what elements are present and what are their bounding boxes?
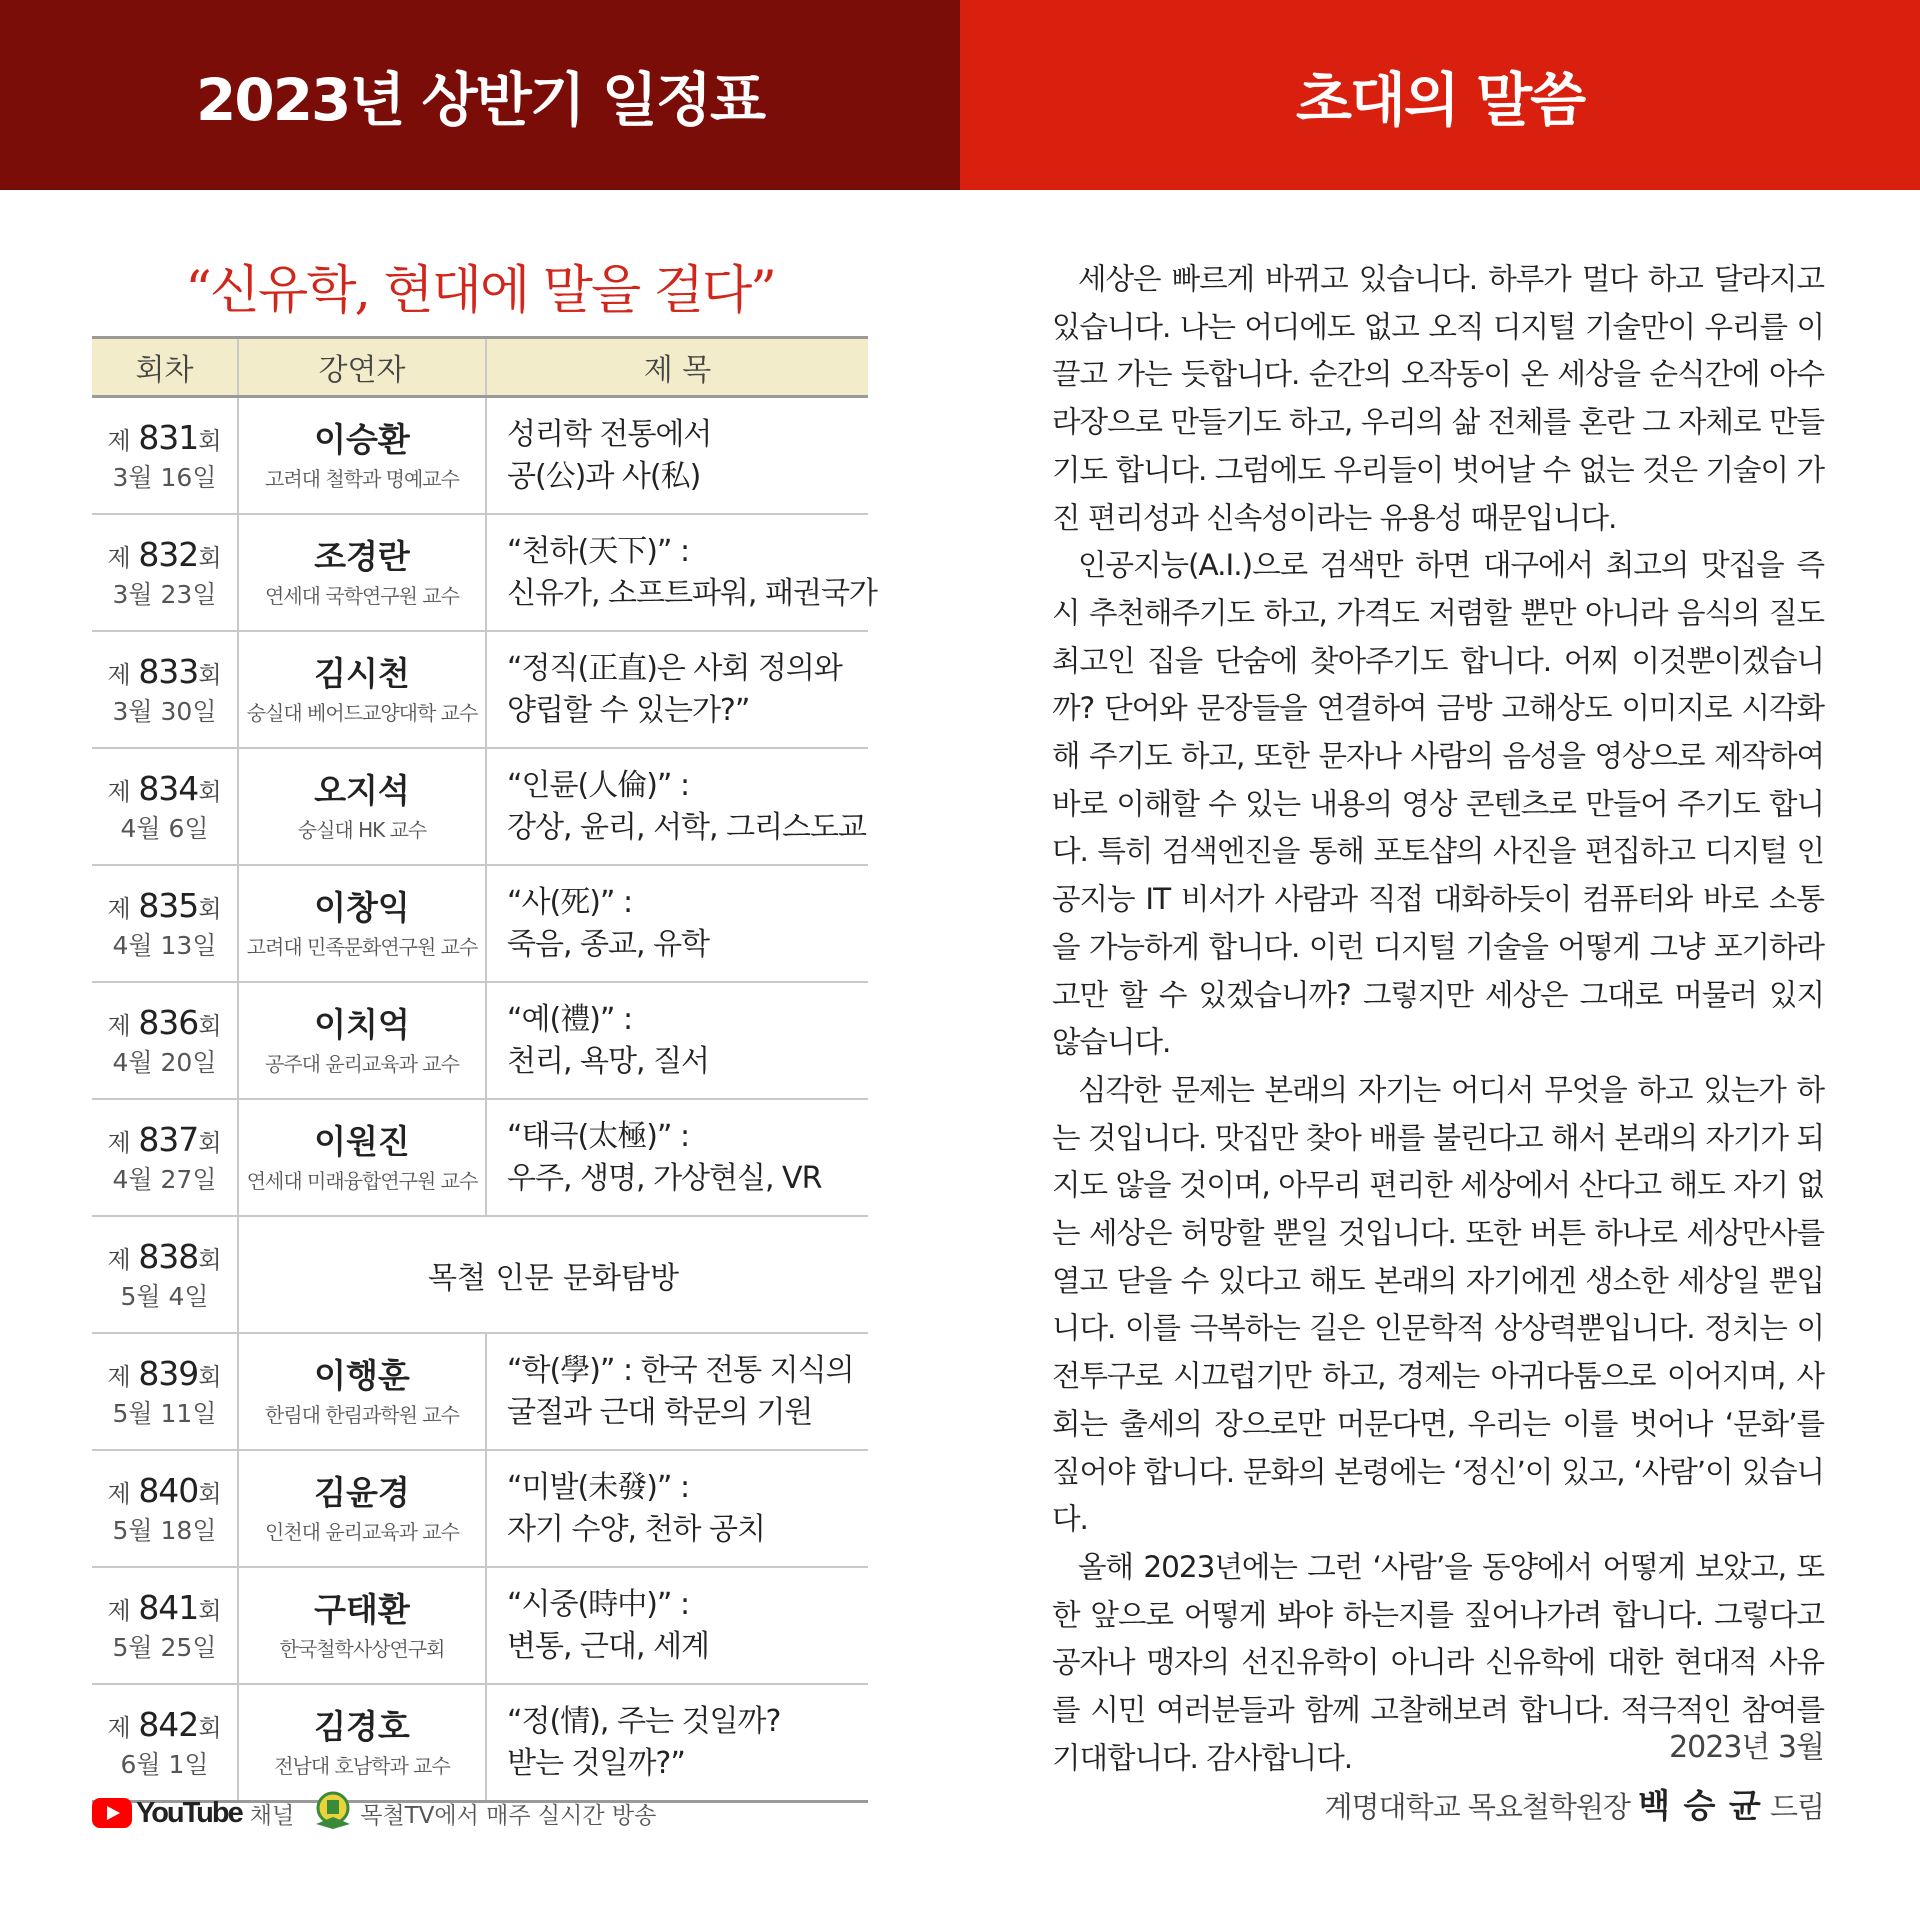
session-prefix: 제 <box>107 1012 131 1041</box>
signer-suffix: 드림 <box>1769 1790 1824 1824</box>
session-number: 831 <box>138 418 199 458</box>
session-number: 836 <box>138 1003 199 1043</box>
lecture-title-cell <box>486 982 868 1099</box>
session-cell <box>92 748 238 865</box>
schedule-row <box>92 397 868 515</box>
speaker-name: 김시천 <box>314 654 410 694</box>
lecture-title-line-1: “사(死)” : <box>507 885 633 921</box>
session-date: 3월 30일 <box>112 696 217 726</box>
lecture-title-cell <box>486 1099 868 1216</box>
field-trip-event: 목철 인문 문화탐방 <box>238 1216 868 1333</box>
session-cell <box>92 1567 238 1684</box>
lecture-title-cell <box>486 397 868 515</box>
lecture-title-line-1: “미발(未發)” : <box>507 1470 690 1506</box>
schedule-row <box>92 1450 868 1567</box>
session-prefix: 제 <box>107 1480 131 1509</box>
speaker-cell <box>238 1684 486 1802</box>
lecture-title-line-1: “예(禮)” : <box>507 1002 633 1038</box>
lecture-title-line-2: 양립할 수 있는가?” <box>507 692 750 728</box>
session-prefix: 제 <box>107 427 131 456</box>
schedule-table <box>92 336 877 1803</box>
session-suffix: 회 <box>198 544 222 573</box>
schedule-row <box>92 514 868 631</box>
speaker-cell <box>238 1450 486 1567</box>
speaker-affiliation: 한림대 한림과학원 교수 <box>265 1402 459 1427</box>
lecture-title-cell <box>486 631 868 748</box>
letter-paragraph: 인공지능(A.I.)으로 검색만 하면 대구에서 최고의 맛집을 즉시 추천해주기도 하고, 가격도 저렴할 뿐만 아니라 음식의 질도 최고인 집을 단숨에 찾아주기도 합니다. 어찌 이것뿐이겠습니까? 단어와 문장들을 연결하여 금방 고해상도 이미지로 시각화해 주기도 하고, 또한 문자나 사람의 음성을 영상으로 제작하여 바로 이해할 수 있는 내용의 영상 콘텐츠로 만들어 주기도 합니다. 특히 검색엔진을 통해 포토샵의 사진을 편집하고 디지털 인공지능 IT 비서가 사람과 직접 대화하듯이 컴퓨터와 바로 소통을 가능하게 합니다. 이런 디지털 기술을 어떻게 그냥 포기하라고만 할 수 있겠습니까? 그렇지만 세상은 그대로 머물러 있지 않습니다. <box>1052 548 1824 1060</box>
session-number: 832 <box>138 535 199 575</box>
lecture-title-cell <box>486 1684 868 1802</box>
session-date: 4월 13일 <box>112 930 217 960</box>
lecture-title-cell <box>486 1333 868 1450</box>
session-suffix: 회 <box>198 1714 222 1743</box>
invitation-header-title: 초대의 말씀 <box>1295 66 1585 134</box>
session-cell <box>92 1450 238 1567</box>
speaker-name: 이행훈 <box>314 1356 410 1396</box>
session-suffix: 회 <box>198 895 222 924</box>
session-date: 3월 16일 <box>112 462 217 492</box>
lecture-title-line-2: 자기 수양, 천하 공치 <box>507 1511 765 1547</box>
lecture-title-line-2: 죽음, 종교, 유학 <box>507 926 710 962</box>
lecture-title-line-2: 천리, 욕망, 질서 <box>507 1043 710 1079</box>
speaker-affiliation: 공주대 윤리교육과 교수 <box>265 1051 459 1076</box>
schedule-row <box>92 1684 868 1802</box>
speaker-cell <box>238 1099 486 1216</box>
channel-label: 채널 <box>249 1802 295 1829</box>
column-header-session: 회차 <box>92 338 238 397</box>
speaker-name: 김윤경 <box>314 1473 410 1513</box>
lecture-title-cell <box>486 1567 868 1684</box>
invitation-letter <box>1052 256 1824 1783</box>
session-date: 5월 4일 <box>120 1281 209 1311</box>
schedule-row <box>92 1099 868 1216</box>
lecture-title-cell <box>486 1450 868 1567</box>
session-number: 840 <box>138 1471 199 1511</box>
lecture-title-line-2: 강상, 윤리, 서학, 그리스도교 <box>507 809 866 845</box>
speaker-cell <box>238 748 486 865</box>
speaker-cell <box>238 982 486 1099</box>
speaker-name: 이승환 <box>314 420 410 460</box>
lecture-title-line-2: 변통, 근대, 세계 <box>507 1628 710 1664</box>
schedule-row <box>92 982 868 1099</box>
session-number: 839 <box>138 1354 199 1394</box>
speaker-affiliation: 인천대 윤리교육과 교수 <box>265 1519 459 1544</box>
speaker-cell <box>238 865 486 982</box>
schedule-row <box>92 631 868 748</box>
session-cell <box>92 1216 238 1333</box>
signer-organization: 계명대학교 목요철학원장 <box>1324 1790 1630 1824</box>
session-number: 837 <box>138 1120 199 1160</box>
session-cell <box>92 1333 238 1450</box>
speaker-affiliation: 전남대 호남학과 교수 <box>274 1753 450 1778</box>
broadcast-footer <box>92 1793 656 1833</box>
session-suffix: 회 <box>198 1363 222 1392</box>
session-prefix: 제 <box>107 1129 131 1158</box>
signer-name: 백 승 균 <box>1638 1786 1762 1825</box>
schedule-row-field-trip <box>92 1216 868 1333</box>
column-header-title: 제 목 <box>486 338 868 397</box>
session-suffix: 회 <box>198 1480 222 1509</box>
column-header-speaker: 강연자 <box>238 338 486 397</box>
speaker-name: 이원진 <box>314 1122 410 1162</box>
session-suffix: 회 <box>198 1597 222 1626</box>
session-prefix: 제 <box>107 778 131 807</box>
session-suffix: 회 <box>198 1246 222 1275</box>
session-cell <box>92 865 238 982</box>
lecture-title-line-1: “태극(太極)” : <box>507 1119 690 1155</box>
session-date: 5월 25일 <box>112 1632 217 1662</box>
session-date: 5월 11일 <box>112 1398 217 1428</box>
letter-signature <box>1325 1780 1824 1827</box>
lecture-title-line-2: 받는 것일까?” <box>507 1745 685 1781</box>
session-date: 4월 27일 <box>112 1164 217 1194</box>
schedule-row <box>92 1333 868 1450</box>
session-number: 838 <box>138 1237 199 1277</box>
session-date: 6월 1일 <box>120 1749 209 1779</box>
speaker-affiliation: 한국철학사상연구회 <box>279 1636 445 1661</box>
session-cell <box>92 1684 238 1802</box>
speaker-affiliation: 연세대 미래융합연구원 교수 <box>246 1168 478 1193</box>
session-suffix: 회 <box>198 778 222 807</box>
letter-paragraph: 올해 2023년에는 그런 ‘사람’을 동양에서 어떻게 보았고, 또한 앞으로 어떻게 봐야 하는지를 짚어나가려 합니다. 그렇다고 공자나 맹자의 선진유학이 아니라 신유학에 대한 현대적 사유를 시민 여러분들과 함께 고찰해보려 합니다. 적극적인 참여를 기대합니다. 감사합니다. <box>1052 1549 1824 1775</box>
session-number: 834 <box>138 769 199 809</box>
youtube-wordmark: YouTube <box>136 1796 242 1829</box>
lecture-title-line-2: 공(公)과 사(私) <box>507 458 701 494</box>
session-prefix: 제 <box>107 661 131 690</box>
speaker-cell <box>238 514 486 631</box>
session-suffix: 회 <box>198 1129 222 1158</box>
session-suffix: 회 <box>198 427 222 456</box>
session-prefix: 제 <box>107 1714 131 1743</box>
schedule-row <box>92 748 868 865</box>
lecture-title-line-1: “인륜(人倫)” : <box>507 768 690 804</box>
speaker-affiliation: 고려대 민족문화연구원 교수 <box>246 934 478 959</box>
session-prefix: 제 <box>107 895 131 924</box>
session-prefix: 제 <box>107 1597 131 1626</box>
session-cell <box>92 631 238 748</box>
session-cell <box>92 514 238 631</box>
session-date: 3월 23일 <box>112 579 217 609</box>
speaker-name: 이창익 <box>314 888 410 928</box>
speaker-name: 김경호 <box>314 1707 410 1747</box>
schedule-header <box>0 0 960 190</box>
mokcheol-tv-logo-icon <box>312 1790 354 1836</box>
speaker-name: 오지석 <box>314 771 410 811</box>
session-cell <box>92 982 238 1099</box>
letter-date: 2023년 3월 <box>1669 1730 1824 1765</box>
session-date: 4월 6일 <box>120 813 209 843</box>
lecture-title-line-2: 신유가, 소프트파워, 패권국가 <box>507 575 877 611</box>
lecture-title-line-1: “학(學)” : 한국 전통 지식의 <box>507 1353 854 1389</box>
session-prefix: 제 <box>107 1246 131 1275</box>
speaker-name: 구태환 <box>314 1590 410 1630</box>
speaker-affiliation: 고려대 철학과 명예교수 <box>265 466 459 491</box>
lecture-title-line-1: “시중(時中)” : <box>507 1587 690 1623</box>
session-prefix: 제 <box>107 1363 131 1392</box>
lecture-title-line-2: 굴절과 근대 학문의 기원 <box>507 1394 813 1430</box>
speaker-affiliation: 연세대 국학연구원 교수 <box>265 583 459 608</box>
session-number: 833 <box>138 652 199 692</box>
session-date: 4월 20일 <box>112 1047 217 1077</box>
schedule-header-title: 2023년 상반기 일정표 <box>195 66 764 134</box>
schedule-row <box>92 865 868 982</box>
schedule-row <box>92 1567 868 1684</box>
lecture-title-cell <box>486 865 868 982</box>
speaker-cell <box>238 631 486 748</box>
speaker-cell <box>238 397 486 515</box>
speaker-cell <box>238 1567 486 1684</box>
speaker-name: 조경란 <box>314 537 410 577</box>
schedule-table-header <box>92 338 868 397</box>
session-cell <box>92 397 238 515</box>
session-number: 835 <box>138 886 199 926</box>
youtube-play-icon <box>92 1798 132 1828</box>
lecture-title-line-2: 우주, 생명, 가상현실, VR <box>507 1160 822 1196</box>
broadcast-text: 목철TV에서 매주 실시간 방송 <box>360 1802 657 1829</box>
session-date: 5월 18일 <box>112 1515 217 1545</box>
speaker-affiliation: 숭실대 베어드교양대학 교수 <box>246 700 478 725</box>
session-number: 842 <box>138 1705 199 1745</box>
lecture-title-cell <box>486 514 877 631</box>
session-cell <box>92 1099 238 1216</box>
lecture-title-cell <box>486 748 868 865</box>
session-suffix: 회 <box>198 661 222 690</box>
lecture-title-line-1: “천하(天下)” : <box>507 534 690 570</box>
invitation-header <box>960 0 1920 190</box>
session-suffix: 회 <box>198 1012 222 1041</box>
letter-paragraph: 심각한 문제는 본래의 자기는 어디서 무엇을 하고 있는가 하는 것입니다. 맛집만 찾아 배를 불린다고 해서 본래의 자기가 되지도 않을 것이며, 아무리 편리한 세상에서 산다고 해도 자기 없는 세상은 허망할 뿐일 것입니다. 또한 버튼 하나로 세상만사를 열고 닫을 수 있다고 해도 본래의 자기에겐 생소한 세상일 뿐입니다. 이를 극복하는 길은 인문학적 상상력뿐입니다. 정치는 이전투구로 시끄럽기만 하고, 경제는 아귀다툼으로 이어지며, 사회는 출세의 장으로만 머문다면, 우리는 이를 벗어나 ‘문화’를 짚어야 합니다. 문화의 본령에는 ‘정신’이 있고, ‘사람’이 있습니다. <box>1052 1072 1824 1537</box>
session-prefix: 제 <box>107 544 131 573</box>
speaker-cell <box>238 1333 486 1450</box>
speaker-name: 이치억 <box>314 1005 410 1045</box>
session-number: 841 <box>138 1588 199 1628</box>
letter-paragraph: 세상은 빠르게 바뀌고 있습니다. 하루가 멀다 하고 달라지고 있습니다. 나는 어디에도 없고 오직 디지털 기술만이 우리를 이끌고 가는 듯합니다. 순간의 오작동이 온 세상을 순식간에 아수라장으로 만들기도 하고, 우리의 삶 전체를 혼란 그 자체로 만들기도 합니다. 그럼에도 우리들이 벗어날 수 없는 것은 기술이 가진 편리성과 신속성이라는 유용성 때문입니다. <box>1052 262 1824 535</box>
lecture-series-subtitle: “신유학, 현대에 말을 걸다” <box>185 261 775 321</box>
lecture-title-line-1: 성리학 전통에서 <box>507 417 712 453</box>
lecture-title-line-1: “정직(正直)은 사회 정의와 <box>507 651 842 687</box>
speaker-affiliation: 숭실대 HK 교수 <box>297 817 427 842</box>
lecture-title-line-1: “정(情), 주는 것일까? <box>507 1704 781 1740</box>
